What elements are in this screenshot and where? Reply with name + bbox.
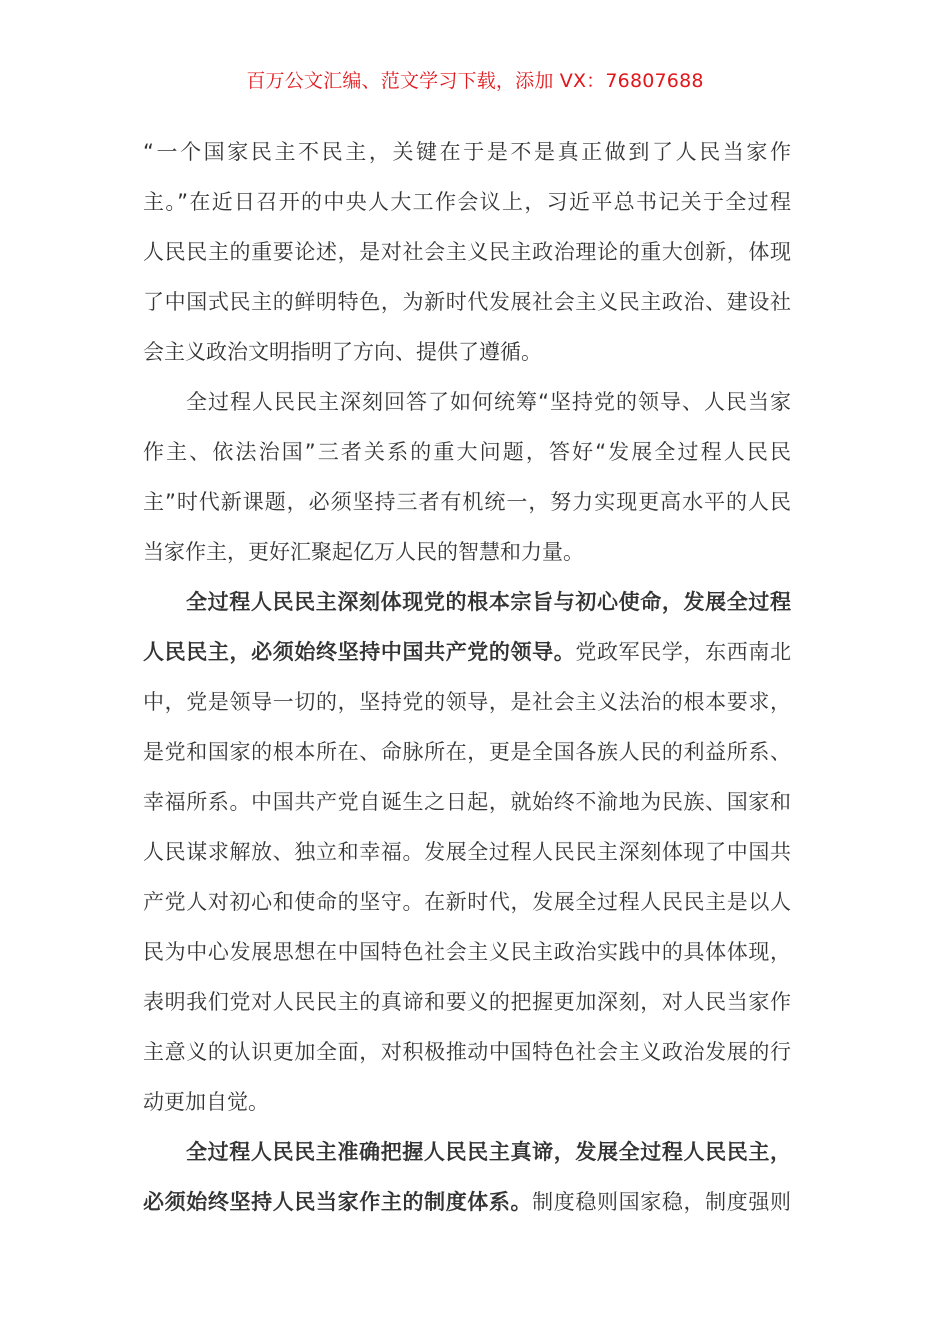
- bold-heading-text: 全过程人民民主深刻体现党的根本宗旨与初心使命，发展全过程: [186, 590, 791, 614]
- watermark-header: 百万公文汇编、范文学习下载，添加 VX：76807688: [246, 70, 704, 92]
- text-line: 主。”在近日召开的中央人大工作会议上，习近平总书记关于全过程: [143, 190, 791, 214]
- text-line: 当家作主，更好汇聚起亿万人民的智慧和力量。: [143, 540, 584, 564]
- text-line: “一个国家民主不民主，关键在于是不是真正做到了人民当家作: [143, 140, 791, 164]
- text-line: 人民民主的重要论述，是对社会主义民主政治理论的重大创新，体现: [143, 240, 791, 264]
- text-line: 民为中心发展思想在中国特色社会主义民主政治实践中的具体体现，: [143, 940, 791, 964]
- text-line: [143, 1135, 791, 1185]
- text-line: 表明我们党对人民民主的真谛和要义的把握更加深刻，对人民当家作: [143, 990, 791, 1014]
- bold-heading-text: 人民民主，必须始终坚持中国共产党的领导。: [143, 640, 576, 664]
- body-text: 制度稳则国家稳，制度强则: [532, 1190, 791, 1214]
- bold-heading-text: 全过程人民民主准确把握人民民主真谛，发展全过程人民民主，: [186, 1140, 791, 1164]
- text-line: 是党和国家的根本所在、命脉所在，更是全国各族人民的利益所系、: [143, 740, 791, 764]
- body-text: 党政军民学，东西南北: [575, 640, 792, 664]
- document-body: [143, 135, 793, 1235]
- paragraph-3: [143, 585, 793, 1135]
- text-line: [143, 585, 791, 635]
- text-line: 中，党是领导一切的，坚持党的领导，是社会主义法治的根本要求，: [143, 690, 791, 714]
- bold-heading-text: 必须始终坚持人民当家作主的制度体系。: [143, 1190, 533, 1214]
- text-line: 主意义的认识更加全面，对积极推动中国特色社会主义政治发展的行: [143, 1040, 791, 1064]
- text-line: 主”时代新课题，必须坚持三者有机统一，努力实现更高水平的人民: [143, 490, 791, 514]
- paragraph-1: [143, 135, 793, 385]
- text-line: 产党人对初心和使命的坚守。在新时代，发展全过程人民民主是以人: [143, 890, 791, 914]
- text-line: 了中国式民主的鲜明特色，为新时代发展社会主义民主政治、建设社: [143, 290, 791, 314]
- text-line: 作主、依法治国”三者关系的重大问题，答好“发展全过程人民民: [143, 440, 791, 464]
- text-line: [143, 635, 791, 685]
- text-line: 动更加自觉。: [143, 1090, 269, 1114]
- text-line: 幸福所系。中国共产党自诞生之日起，就始终不渝地为民族、国家和: [143, 790, 791, 814]
- text-line: 全过程人民民主深刻回答了如何统筹“坚持党的领导、人民当家: [186, 390, 791, 414]
- paragraph-4: [143, 1135, 793, 1235]
- paragraph-2: [143, 385, 793, 585]
- text-line: 会主义政治文明指明了方向、提供了遵循。: [143, 340, 542, 364]
- text-line: [143, 1185, 791, 1235]
- text-line: 人民谋求解放、独立和幸福。发展全过程人民民主深刻体现了中国共: [143, 840, 791, 864]
